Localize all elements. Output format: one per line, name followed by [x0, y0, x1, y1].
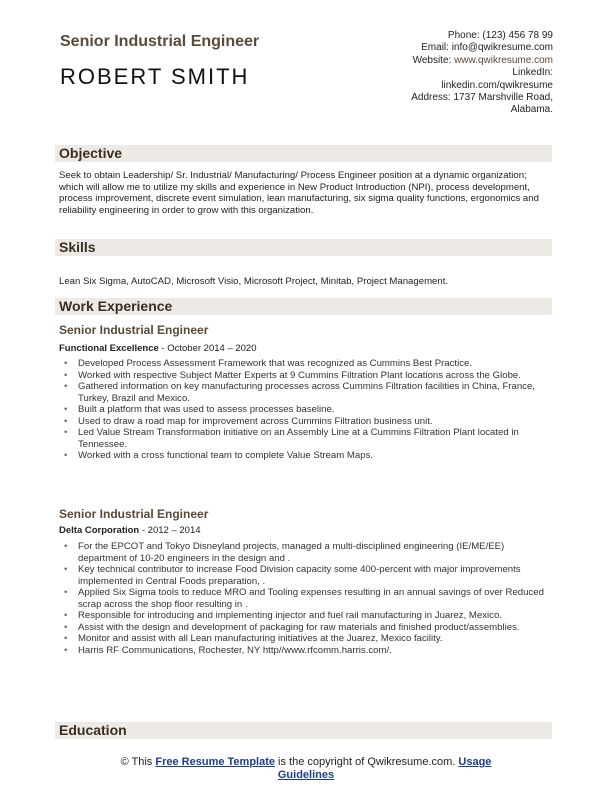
job-1-bullets [59, 358, 552, 462]
website-label: Website: [412, 54, 455, 66]
list-item: • Built a platform that was used to assess processes baseline. [78, 404, 552, 416]
job-2-company-line [59, 525, 201, 536]
footer-prefix: © This [120, 756, 156, 768]
contact-website [411, 55, 553, 67]
list-item: • For the EPCOT and Tokyo Disneyland projects, managed a multi-disciplined engineering (IE/ME/EE) department of 10-20 engineers in the design and . [78, 541, 552, 564]
usage-link-part2[interactable]: Guidelines [277, 769, 335, 781]
job-1-dates: - October 2014 – 2020 [158, 343, 257, 354]
list-item: • Used to draw a road map for improvement across Cummins Filtration business unit. [78, 416, 552, 428]
contact-linkedin-label: LinkedIn: [512, 67, 553, 79]
work-experience-heading: Work Experience [55, 298, 552, 315]
job-1-title: Senior Industrial Engineer [59, 323, 209, 337]
contact-email: Email: info@qwikresume.com [421, 42, 553, 54]
job-1-company-line [59, 343, 257, 354]
job-2-bullets [59, 541, 552, 656]
list-item: • Applied Six Sigma tools to reduce MRO and Tooling expenses resulting in an annual savings of over Reduced scrap across the shop floor resulting in . [78, 587, 552, 610]
candidate-name: ROBERT SMITH [60, 64, 250, 89]
objective-text: Seek to obtain Leadership/ Sr. Industrial/ Manufacturing/ Process Engineer position at a dynamic organization; which will allow me to utilize my skills and experience in New Product Introduction (NPI), process development, process improvement, discrete event simulation, lean manufacturing, six sigma quality functions, ergonomics and reliability engineering in order to grow with this organization. [59, 170, 539, 216]
list-item: • Gathered information on key manufacturing processes across Cummins Filtration facilities in China, France, Turkey, Brazil and Mexico. [78, 381, 552, 404]
list-item: • Worked with a cross functional team to complete Value Stream Maps. [78, 450, 552, 462]
list-item: • Responsible for introducing and implementing injector and fuel rail manufacturing in Juarez, Mexico. [78, 610, 552, 622]
list-item: • Key technical contributor to increase Food Division capacity some 400-percent with major improvements implemented in Central Foods preparation, . [78, 564, 552, 587]
header-job-title: Senior Industrial Engineer [60, 33, 260, 50]
job-2-dates: - 2012 – 2014 [139, 525, 201, 536]
job-1-company: Functional Excellence [59, 343, 159, 354]
list-item: • Developed Process Assessment Framework that was recognized as Cummins Best Practice. [78, 358, 552, 370]
list-item: • Monitor and assist with all Lean manufacturing initiatives at the Juarez, Mexico facility. [78, 633, 552, 645]
list-item: • Led Value Stream Transformation initiative on an Assembly Line at a Cummins Filtration Plant located in Tennessee. [78, 427, 552, 450]
resume-header [60, 30, 553, 130]
footer-middle: is the copyright of Qwikresume.com. [275, 756, 459, 768]
contact-block [411, 30, 553, 117]
free-resume-template-link[interactable]: Free Resume Template [155, 756, 275, 768]
job-2-title: Senior Industrial Engineer [59, 507, 209, 521]
list-item: • Worked with respective Subject Matter Experts at 9 Cummins Filtration Plant locations across the Globe. [78, 370, 552, 382]
contact-address-line2: Alabama. [510, 104, 553, 116]
contact-phone: Phone: (123) 456 78 99 [447, 30, 553, 41]
list-item: • Harris RF Communications, Rochester, NY http//www.rfcomm.harris.com/. [78, 645, 552, 657]
skills-text: Lean Six Sigma, AutoCAD, Microsoft Visio, Microsoft Project, Minitab, Project Management. [59, 276, 449, 287]
education-heading: Education [55, 722, 552, 739]
copyright-footer [0, 756, 612, 782]
contact-linkedin-value: linkedin.com/qwikresume [441, 79, 553, 91]
objective-heading: Objective [55, 145, 552, 162]
skills-heading: Skills [55, 239, 552, 256]
list-item: • Assist with the design and development of packaging for raw materials and finished product/assemblies. [78, 622, 552, 634]
website-link[interactable]: www.qwikresume.com [454, 54, 553, 66]
usage-link-part1[interactable]: Usage [458, 756, 492, 768]
contact-address-line1: Address: 1737 Marshville Road, [411, 92, 553, 104]
job-2-company: Delta Corporation [59, 525, 140, 536]
